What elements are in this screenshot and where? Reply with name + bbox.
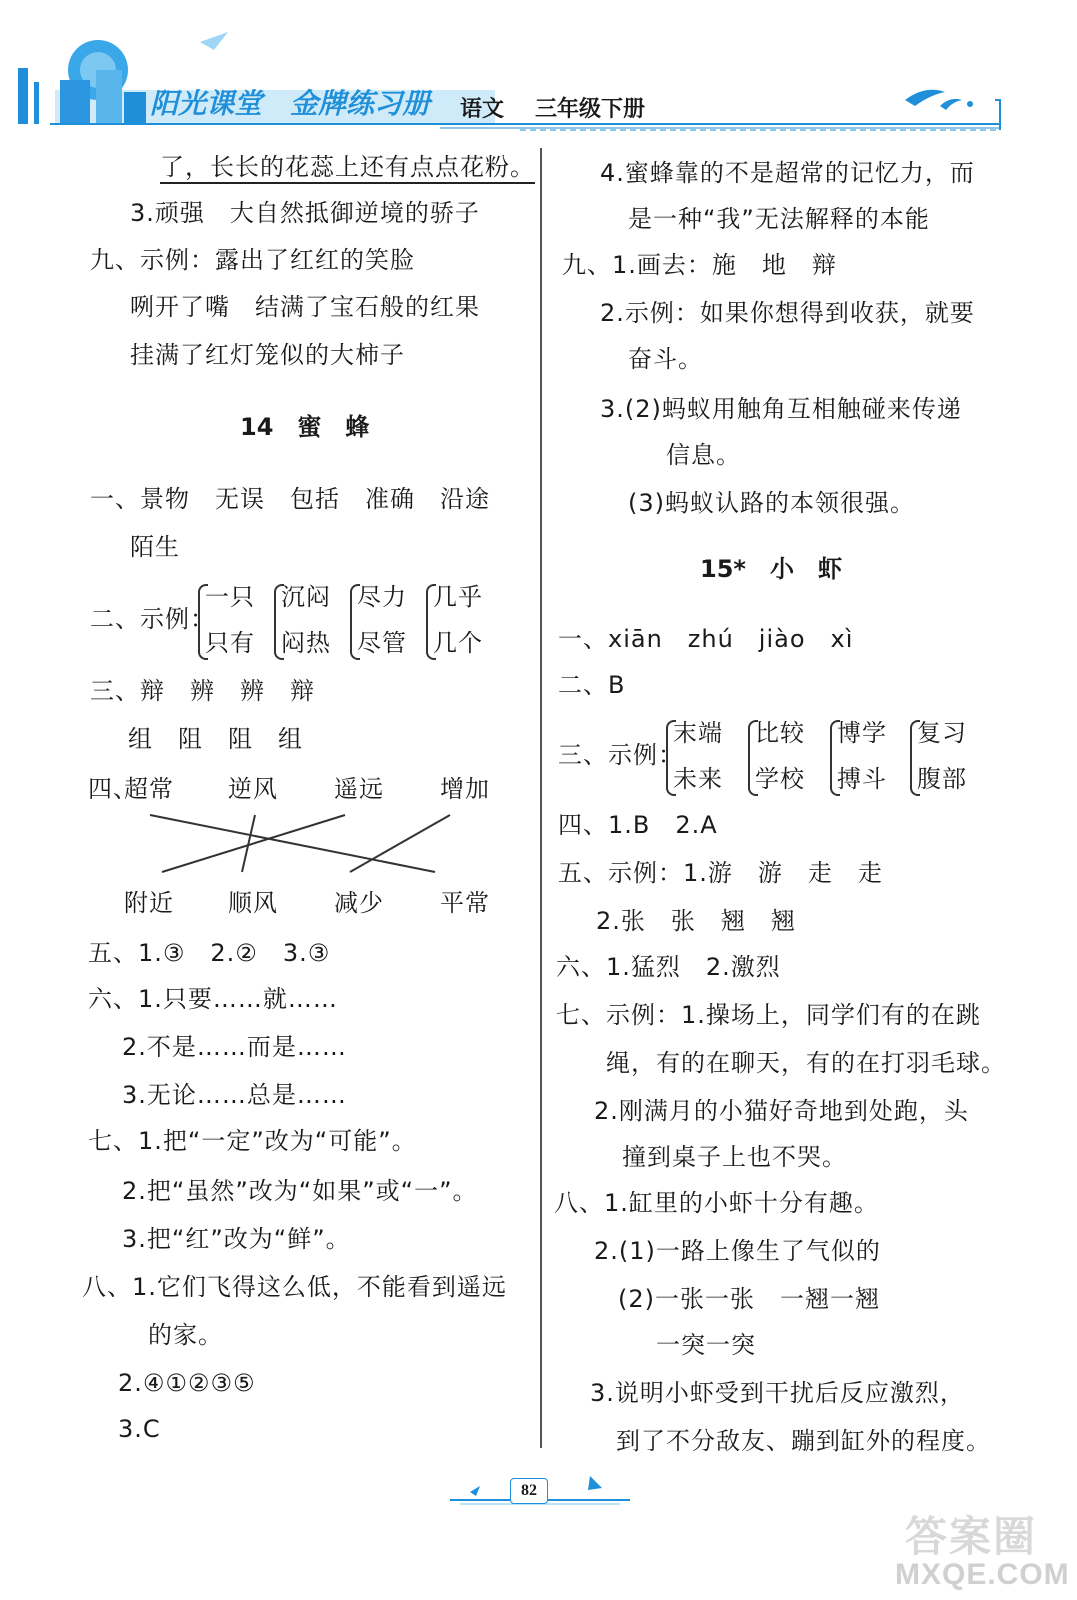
pair-bottom: 腹部 bbox=[917, 765, 967, 793]
header-book: 金牌练习册 bbox=[290, 87, 431, 120]
header-grade: 三年级下册 bbox=[535, 97, 646, 122]
answer-line: 二、B bbox=[558, 671, 626, 699]
answer-line: 2.示例：如果你想得到收获，就要 bbox=[600, 299, 975, 327]
match-bottom-word: 平常 bbox=[440, 889, 490, 917]
answer-line: 五、1.③ 2.② 3.③ bbox=[88, 939, 331, 967]
answer-line: 3.C bbox=[118, 1415, 161, 1443]
answer-line: 到了不分敌友、蹦到缸外的程度。 bbox=[616, 1427, 991, 1455]
answer-line: 一、景物 无误 包括 准确 沿途 bbox=[90, 485, 490, 513]
answer-line: 陌生 bbox=[130, 533, 180, 561]
answer-line: 信息。 bbox=[666, 441, 741, 469]
pair-bottom: 尽管 bbox=[357, 629, 407, 657]
answer-line: 四、 bbox=[88, 775, 138, 803]
pair-top: 沉闷 bbox=[281, 583, 331, 611]
answer-line: 了，长长的花蕊上还有点点花粉。 bbox=[160, 152, 535, 184]
answer-line: 八、1.它们飞得这么低，不能看到遥远 bbox=[82, 1273, 507, 1301]
match-top-word: 增加 bbox=[440, 775, 490, 803]
pair-top: 尽力 bbox=[357, 583, 407, 611]
answer-line: 三、示例： bbox=[558, 741, 683, 769]
pair-bottom: 只有 bbox=[205, 629, 255, 657]
match-bottom-word: 附近 bbox=[124, 889, 174, 917]
pair-top: 复习 bbox=[917, 719, 967, 747]
answer-line: 一、xiān zhú jiào xì bbox=[558, 625, 854, 653]
answer-line: 2.④①②③⑤ bbox=[118, 1369, 256, 1397]
answer-line: 七、示例：1.操场上，同学们有的在跳 bbox=[556, 1001, 981, 1029]
match-top-word: 超常 bbox=[124, 775, 174, 803]
answer-line: 五、示例：1.游 游 走 走 bbox=[558, 859, 883, 887]
answer-line: 二、示例： bbox=[90, 605, 215, 633]
answer-line: 3.(2)蚂蚁用触角互相触碰来传递 bbox=[600, 395, 962, 423]
answer-line: 3.无论……总是…… bbox=[122, 1081, 347, 1109]
answer-line: 2.(1)一路上像生了气似的 bbox=[594, 1237, 881, 1265]
pair-bottom: 搏斗 bbox=[837, 765, 887, 793]
answer-line: 一突一突 bbox=[656, 1331, 756, 1359]
answer-line: (3)蚂蚁认路的本领很强。 bbox=[628, 489, 915, 517]
answer-line: 九、示例：露出了红红的笑脸 bbox=[90, 246, 415, 274]
answer-line: 3.把“红”改为“鲜”。 bbox=[122, 1225, 351, 1253]
match-lines bbox=[0, 0, 540, 900]
answer-line: 2.把“虽然”改为“如果”或“一”。 bbox=[122, 1177, 478, 1205]
answer-line: 奋斗。 bbox=[628, 345, 703, 373]
answer-line: 挂满了红灯笼似的大柿子 bbox=[130, 341, 405, 369]
lesson-title-14: 14 蜜 蜂 bbox=[240, 413, 370, 441]
pair-bottom: 未来 bbox=[673, 765, 723, 793]
answer-line: 六、1.猛烈 2.激烈 bbox=[556, 953, 781, 981]
answer-line: 九、1.画去：施 地 辩 bbox=[562, 251, 837, 279]
answer-line: 3.说明小虾受到干扰后反应激烈， bbox=[590, 1379, 965, 1407]
answer-line: 三、辩 辨 辨 辩 bbox=[90, 677, 315, 705]
answer-line: 绳，有的在聊天，有的在打羽毛球。 bbox=[606, 1049, 1006, 1077]
watermark-text: 答案圈 bbox=[905, 1512, 1038, 1561]
answer-line: 七、1.把“一定”改为“可能”。 bbox=[88, 1127, 417, 1155]
pair-top: 比较 bbox=[755, 719, 805, 747]
answer-line: 4.蜜蜂靠的不是超常的记忆力，而 bbox=[600, 159, 975, 187]
pair-bottom: 闷热 bbox=[281, 629, 331, 657]
pair-top: 末端 bbox=[673, 719, 723, 747]
answer-line: 的家。 bbox=[148, 1321, 223, 1349]
answer-line: 四、1.B 2.A bbox=[558, 811, 718, 839]
page-number: 82 bbox=[510, 1478, 548, 1504]
match-top-word: 遥远 bbox=[334, 775, 384, 803]
header-series: 阳光课堂 bbox=[150, 87, 263, 120]
answer-line: 撞到桌子上也不哭。 bbox=[622, 1143, 847, 1171]
answer-line: 2.张 张 翘 翘 bbox=[596, 907, 796, 935]
match-bottom-word: 顺风 bbox=[228, 889, 278, 917]
column-divider bbox=[540, 148, 542, 1448]
match-top-word: 逆风 bbox=[228, 775, 278, 803]
pair-top: 一只 bbox=[205, 583, 255, 611]
header-subject: 语文 bbox=[460, 97, 505, 122]
match-bottom-word: 减少 bbox=[334, 889, 384, 917]
answer-line: 咧开了嘴 结满了宝石般的红果 bbox=[130, 293, 480, 321]
match-line bbox=[350, 815, 450, 872]
lesson-title-15: 15* 小 虾 bbox=[700, 555, 842, 583]
watermark-url: MXQE.COM bbox=[895, 1558, 1070, 1591]
answer-line: 2.不是……而是…… bbox=[122, 1033, 347, 1061]
answer-line: 八、1.缸里的小虾十分有趣。 bbox=[554, 1189, 879, 1217]
answer-line: 六、1.只要……就…… bbox=[88, 985, 338, 1013]
pair-top: 博学 bbox=[837, 719, 887, 747]
pair-top: 几乎 bbox=[433, 583, 483, 611]
answer-line: 组 阻 阻 组 bbox=[128, 725, 303, 753]
pair-bottom: 几个 bbox=[433, 629, 483, 657]
answer-line: 是一种“我”无法解释的本能 bbox=[628, 205, 930, 233]
answer-line: 2.刚满月的小猫好奇地到处跑，头 bbox=[594, 1097, 969, 1125]
answer-line: 3.顽强 大自然抵御逆境的骄子 bbox=[130, 199, 480, 227]
answer-line: (2)一张一张 一翘一翘 bbox=[618, 1285, 880, 1313]
pair-bottom: 学校 bbox=[755, 765, 805, 793]
